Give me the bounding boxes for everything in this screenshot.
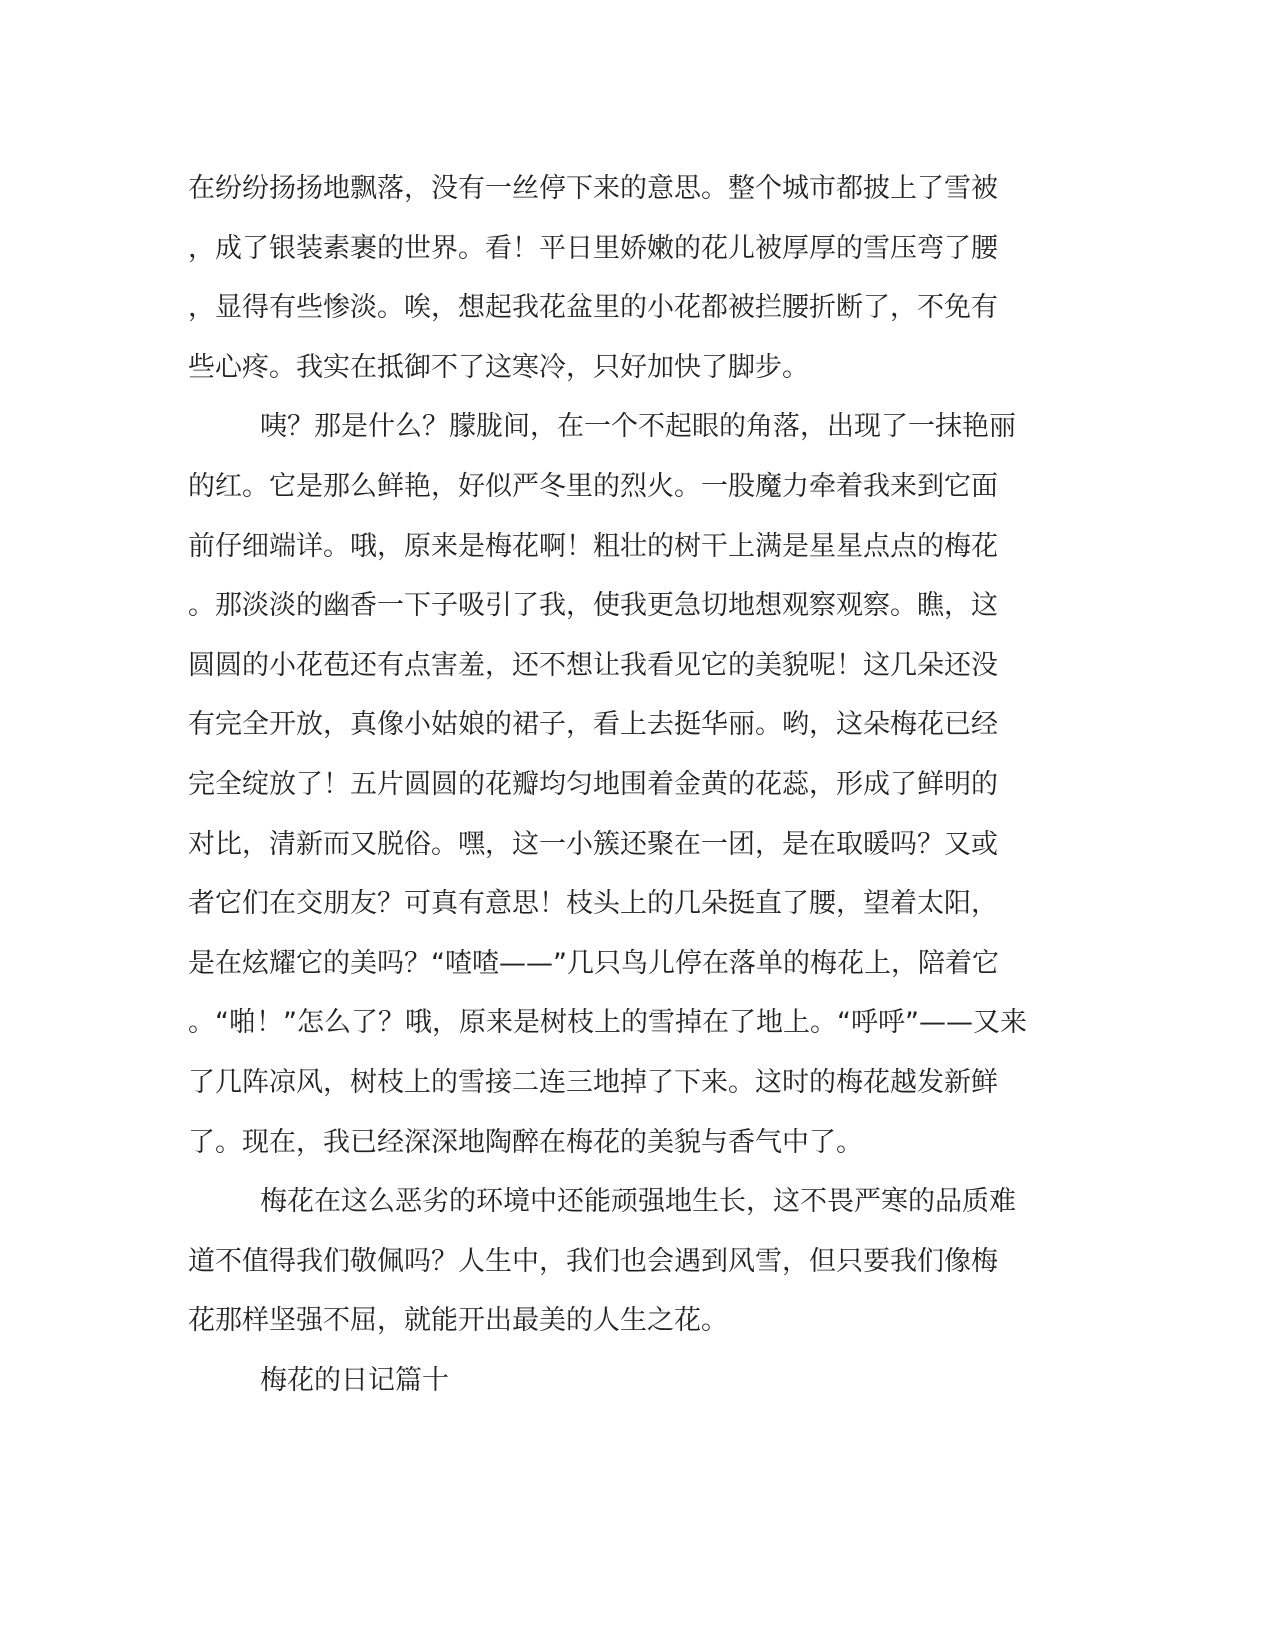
text-line: 前仔细端详。哦，原来是梅花啊！粗壮的树干上满是星星点点的梅花 xyxy=(188,530,998,562)
text-line: 有完全开放，真像小姑娘的裙子，看上去挺华丽。哟，这朵梅花已经 xyxy=(188,709,998,741)
text-line: 完全绽放了！五片圆圆的花瓣均匀地围着金黄的花蕊，形成了鲜明的 xyxy=(188,768,998,800)
paragraph-start-line: 梅花在这么恶劣的环境中还能顽强地生长，这不畏严寒的品质难 xyxy=(260,1186,1016,1218)
paragraph-start-line: 咦？那是什么？朦胧间，在一个不起眼的角落，出现了一抹艳丽 xyxy=(260,411,1016,443)
text-line: 。那淡淡的幽香一下子吸引了我，使我更急切地想观察观察。瞧，这 xyxy=(188,590,998,622)
text-line: 是在炫耀它的美吗？“喳喳——”几只鸟儿停在落单的梅花上，陪着它 xyxy=(188,947,999,979)
section-heading: 梅花的日记篇十 xyxy=(260,1364,449,1396)
text-line: 的红。它是那么鲜艳，好似严冬里的烈火。一股魔力牵着我来到它面 xyxy=(188,470,998,502)
text-line: 者它们在交朋友？可真有意思！枝头上的几朵挺直了腰，望着太阳， xyxy=(188,888,998,920)
text-line: 些心疼。我实在抵御不了这寒冷，只好加快了脚步。 xyxy=(188,351,809,383)
text-line: 了几阵凉风，树枝上的雪接二连三地掉了下来。这时的梅花越发新鲜 xyxy=(188,1066,998,1098)
text-line: 花那样坚强不屈，就能开出最美的人生之花。 xyxy=(188,1305,728,1337)
text-line: 。“啪！”怎么了？哦，原来是树枝上的雪掉在了地上。“呼呼”——又来 xyxy=(188,1007,1027,1039)
text-line: 了。现在，我已经深深地陶醉在梅花的美貌与香气中了。 xyxy=(188,1126,863,1158)
article-body xyxy=(188,159,1088,1410)
text-line: 对比，清新而又脱俗。嘿，这一小簇还聚在一团，是在取暖吗？又或 xyxy=(188,828,998,860)
text-line: 在纷纷扬扬地飘落，没有一丝停下来的意思。整个城市都披上了雪被 xyxy=(188,173,998,204)
text-line: 圆圆的小花苞还有点害羞，还不想让我看见它的美貌呢！这几朵还没 xyxy=(188,649,998,681)
text-line: ，成了银装素裹的世界。看！平日里娇嫩的花儿被厚厚的雪压弯了腰 xyxy=(188,232,998,264)
text-line: ，显得有些惨淡。唉，想起我花盆里的小花都被拦腰折断了，不免有 xyxy=(188,292,998,324)
text-line: 道不值得我们敬佩吗？人生中，我们也会遇到风雪，但只要我们像梅 xyxy=(188,1245,998,1277)
